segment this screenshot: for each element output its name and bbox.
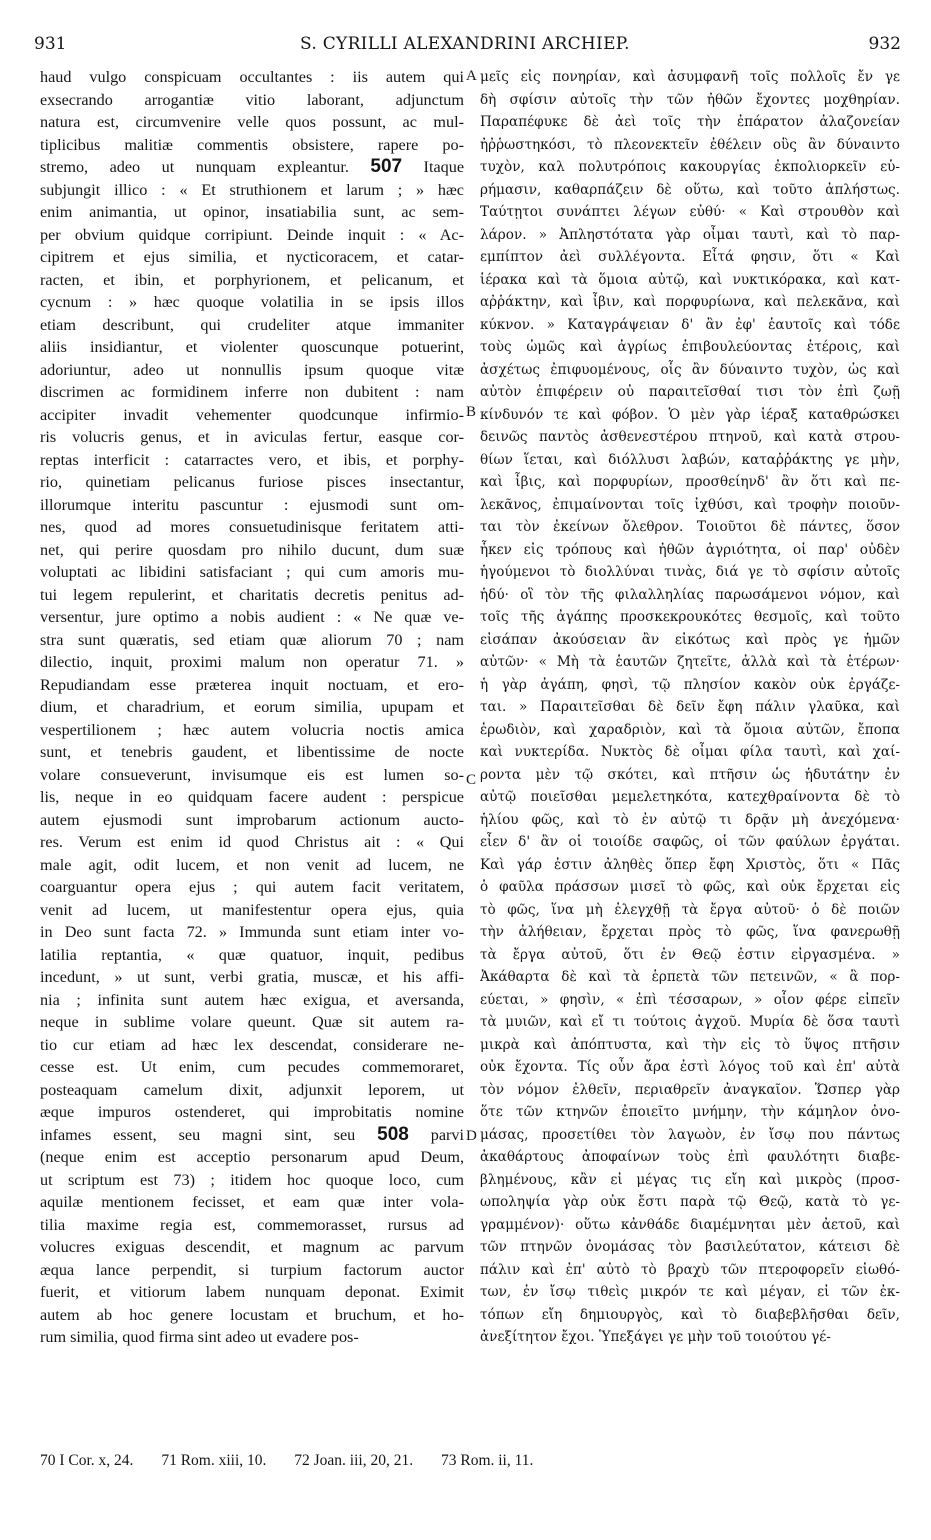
text-line: τὸν νόμον ἐλθεῖν, περιαθρεῖν ἀναγκαῖον. Ὥσπερ γὰρ xyxy=(480,1081,900,1098)
text-line: δεινῶς παντὸς ἀσθενεστέρου πτηνοῦ, καὶ κατὰ στρου- xyxy=(480,429,900,445)
text-line: λάρον. » Ἀπληστότατα γὰρ οἶμαι ταυτὶ, καὶ τὸ παρ- xyxy=(480,226,900,243)
text-line: tio cur etiam ad hæc lex descendat, considerare ne- xyxy=(40,1035,464,1054)
text-line: cycnum : » hæc quoque volatilia in se ipsis illos xyxy=(40,293,464,311)
column-number: 508 xyxy=(377,1123,409,1145)
text-line: πάλιν καὶ ἐπ' αὐτὸ τὸ βραχὺ τῶν πτεροφορεῖν εἰωθό- xyxy=(480,1261,900,1278)
text-line: etiam describunt, qui crudeliter atque immaniter xyxy=(40,315,464,334)
text-line: τὰ μυιῶν, καὶ εἴ τι τούτοις ἀγχοῦ. Μυρία δὲ ὅσα ταυτὶ xyxy=(480,1014,900,1030)
text-line: racten, et ibin, et porphyrionem, et pelicanum, et xyxy=(40,270,464,289)
text-line: autem ejusmodi sunt improbarum actionum aucto- xyxy=(40,810,464,829)
text-line: tui legem repulerint, et charitatis decretis penitus ad- xyxy=(40,585,464,604)
text-line: Ταύτῃτοι συνάπτει λέγων εὐθύ· « Καὶ στρουθὸν καὶ xyxy=(480,204,900,220)
text-line: αὐτῷ ποιεῖσθαι μεμελετηκότα, κατεχθραίνοντα δὲ τὸ xyxy=(480,789,900,805)
footnote: 71 Rom. xiii, 10. xyxy=(161,1452,267,1469)
text-line: incedunt, » ut sunt, verbi gratia, muscæ, et his affi- xyxy=(40,968,464,986)
text-line: τοὺς ὠμῶς καὶ ἀγρίως ἐπιβουλεύοντας ἑτέροις, καὶ xyxy=(480,339,900,355)
text-line: μεῖς εἰς πονηρίαν, καὶ ἀσυμφανῆ τοῖς πολλοῖς ἔν γε xyxy=(480,69,900,85)
text-line: Repudiandam esse præterea inquit noctuam, et ero- xyxy=(40,675,464,694)
text-line: γραμμένον)· οὕτω κἀνθάδε διαμέμνηται μὲν ἀετοῦ, καὶ xyxy=(480,1216,900,1233)
text-line: natura est, circumvenire velle quos possunt, ac mul- xyxy=(40,113,464,131)
text-line: ρήμασιν, καθαρπάζειν δὲ οὕτω, καὶ τοῦτο ἀπλήστως. xyxy=(480,181,900,198)
text-line: cipitrem et ejus similia, et nycticoracem, et catar- xyxy=(40,248,464,266)
text-line: εύεται, » φησὶν, « ἐπὶ τέσσαρων, » οἷον φέρε εἰπεῖν xyxy=(480,991,900,1008)
text-line: res. Verum est enim id quod Christus ait : « Qui xyxy=(40,833,464,851)
text-line: aliis insidiantur, et violenter quoscunque potuerint, xyxy=(40,338,464,356)
text-line: ὅτε τῶν κτηνῶν ἐποιεῖτο μνήμην, τὴν κάμηλον ὀνο- xyxy=(480,1104,900,1120)
text-line: ἡγούμενοι τὸ διολλύναι τινὰς, διά γε τὸ σφίσιν αὐτοῖς xyxy=(480,564,900,580)
text-line: ἀσχέτως ἐπιφυομένους, οἷς ἂν δύναιντο τυχὸν, ὡς καὶ xyxy=(480,361,900,378)
text-line: Καὶ γάρ ἐστιν ἀληθὲς ὅπερ ἔφη Χριστὸς, ὅτι « Πᾶς xyxy=(480,856,900,873)
text-line: aquilæ mentionem fecisset, et eam quæ inter vola- xyxy=(40,1193,464,1211)
margin-letter-c: C xyxy=(466,772,477,788)
text-line: ἀκαθάρτους ἀποφαίνων τοὺς ἐπὶ φαυλότητι διαβε- xyxy=(480,1149,900,1165)
text-line: ἀνεξίτητον ἔχοι. Ὑπεξάγει γε μὴν τοῦ τοιούτου γέ- xyxy=(480,1329,831,1345)
text-line: ἱέρακα καὶ τὰ ὅμοια αὐτῷ, καὶ νυκτικόρακα, καὶ κατ- xyxy=(480,271,900,288)
text-line: tilia maxime regia est, commemorasset, rursus ad xyxy=(40,1215,464,1234)
text-line: nes, quod ad mores consuetudinisque feritatem atti- xyxy=(40,518,464,536)
text-line: εμπίπτον ἀεὶ συλλέγοντα. Εἶτά φησιν, ὅτι « Καὶ xyxy=(480,249,900,265)
text-line: fuerit, et vitiorum labem nunquam deponat. Eximit xyxy=(40,1283,464,1301)
text-line: stremo, adeo ut nunquam expleantur. 507 Itaque xyxy=(40,156,464,177)
text-line: voluptati ac libidini satisfaciant ; qui cum amoris mu- xyxy=(40,563,464,581)
text-line: τῶν πτηνῶν ὀνομάσας τὸν βασιλεύτατον, κάτεισι δὲ xyxy=(480,1239,900,1255)
latin-column xyxy=(40,66,464,1349)
text-line: rum similia, quod firma sint adeo ut evadere pos- xyxy=(40,1328,359,1346)
footnote: 73 Rom. ii, 11. xyxy=(440,1452,534,1469)
text-line: male agit, odit lucem, et non venit ad lucem, ne xyxy=(40,855,464,874)
greek-column xyxy=(480,66,900,1349)
text-line: μικρὰ καὶ ἀπόπτυστα, καὶ τὴν εἰς τὸ ὕψος πτῆσιν xyxy=(480,1036,900,1053)
text-line: discrimen ac formidinem inferre non dubitent : nam xyxy=(40,383,464,401)
text-line: (neque enim est acceptio personarum apud Deum, xyxy=(40,1148,464,1166)
text-line: ἡλίου φῶς, καὶ τὸ ἐν αὐτῷ τι δρᾷν μὴ ἀνεχόμενα· xyxy=(480,811,900,828)
text-line: vespertilionem ; hæc autem volucria noctis amica xyxy=(40,720,464,739)
text-line: sunt, et tenebris gaudent, et libentissime de nocte xyxy=(40,743,464,761)
text-line: τὸ φῶς, ἵνα μὴ ἐλεγχθῇ τὰ ἔργα αὐτοῦ· ὁ δὲ ποιῶν xyxy=(480,901,900,918)
running-title: S. CYRILLI ALEXANDRINI ARCHIEP. xyxy=(300,34,630,54)
text-line: volucres exiguas descendit, et magnum ac parvum xyxy=(40,1238,464,1256)
text-line: dilectio, inquit, proximi malum non operatur 71. » xyxy=(40,653,464,671)
text-line: enim animantia, ut opinor, insatiabilia sunt, ac sem- xyxy=(40,203,464,221)
text-line: nia ; infinita sunt autem hæc exigua, et aversanda, xyxy=(40,990,464,1009)
text-line: λεκᾶνος, ἐπιμαίνονται τοῖς ἰχθύσι, καὶ τροφὴν ποιοῦν- xyxy=(480,496,900,513)
page-number-right: 932 xyxy=(868,34,901,54)
text-line: versentur, jure optimo a nobis audient : « Ne quæ ve- xyxy=(40,608,464,626)
text-line: ἡ γὰρ ἀγάπη, φησὶ, τῷ πλησίον κακὸν οὐκ ἐργάζε- xyxy=(480,676,900,693)
text-line: ὁ φαῦλα πράσσων μισεῖ τὸ φῶς, καὶ οὐκ ἔρχεται εἰς xyxy=(480,879,900,895)
text-line: τὴν ἀλήθειαν, ἔρχεται πρὸς τὸ φῶς, ἵνα φανερωθῇ xyxy=(480,924,900,940)
text-line: infames essent, seu magni sint, seu 508 parvi xyxy=(40,1123,464,1145)
text-line: Ἀκάθαρτα δὲ καὶ τὰ ἑρπετὰ τῶν πετεινῶν, « ἃ πορ- xyxy=(480,969,900,985)
text-line: ται τὸν ἐκείνων ὄλεθρον. Τοιοῦτοι δὲ πάντες, ὅσον xyxy=(480,519,900,535)
text-line: neque in sublime volare queunt. Quæ sit autem ra- xyxy=(40,1013,464,1031)
footnotes xyxy=(40,1452,900,1470)
text-line: æque impuros ostenderet, qui improbitatis nomine xyxy=(40,1103,464,1121)
text-line: æqua lance perpendit, si turpium factorum auctor xyxy=(40,1260,464,1279)
text-line: stra sunt quæratis, sed etiam quæ aliorum 70 ; nam xyxy=(40,630,464,649)
text-line: ἡδύ· οἳ τὸν τῆς φιλαλληλίας παρωσάμενοι νόμον, καὶ xyxy=(480,586,900,603)
text-line: των, ἐν ἴσῳ τιθεὶς μικρόν τε καὶ μέγαν, εἰ τῶν ἐκ- xyxy=(480,1284,900,1300)
text-line: μάσας, προσετίθει τὸν λαγωὸν, ἐν ἴσῳ που πάντως xyxy=(480,1126,900,1143)
text-line: ris volucris genus, et in aviculas fertur, easque cor- xyxy=(40,428,464,446)
text-line: Παραπέφυκε δὲ ἀεὶ τοῖς τὴν ἐπάρατον ἀλαζονείαν xyxy=(480,114,900,130)
text-line: εἶεν δ' ἂν οἱ τοιοίδε σαφῶς, οἱ τῶν φαύλων ἐργάται. xyxy=(480,834,900,850)
text-line: venit ad lucem, ut manifestentur opera ejus, quia xyxy=(40,900,464,919)
text-line: haud vulgo conspicuam occultantes : iis autem qui xyxy=(40,68,464,86)
running-header xyxy=(0,34,931,58)
text-line: lis, neque in eo quidquam facere audent : perspicue xyxy=(40,788,464,806)
footnote: 70 I Cor. x, 24. xyxy=(40,1452,134,1469)
text-line: exsecrando arrogantiæ vitio laborant, adjunctum xyxy=(40,90,464,109)
text-line: ut scriptum est 73) ; itidem hoc quoque loco, cum xyxy=(40,1170,464,1189)
text-line: autem ab hoc genere locustam et bruchum, et ho- xyxy=(40,1305,464,1324)
text-line: ἧκεν εἰς τρόπους καὶ ἠθῶν ἀγριότητα, οἱ παρ' οὐδὲν xyxy=(480,541,900,558)
text-line: εἰσάπαν ἀκούσειαν ἂν εἰκότως καὶ πρὸς γε ἡμῶν xyxy=(480,631,900,648)
text-line: adoriuntur, adeo ut nonnullis ipsum quoque vitæ xyxy=(40,360,464,379)
text-line: ται. » Παραιτεῖσθαι δὲ δεῖν ἔφη πάλιν γλαῦκα, καὶ xyxy=(480,699,900,715)
text-line: dium, et charadrium, et eorum similia, upupam et xyxy=(40,698,464,716)
text-line: ωποληψία γὰρ οὐκ ἔστι παρὰ τῷ Θεῷ, κατὰ τὸ γε- xyxy=(480,1194,900,1210)
margin-letter-b: B xyxy=(466,404,477,420)
text-line: κίνδυνόν τε καὶ φόβον. Ὁ μὲν γὰρ ἱέραξ καταθρώσκει xyxy=(480,406,900,423)
footnote: 72 Joan. iii, 20, 21. xyxy=(294,1452,414,1469)
text-line: subjungit illico : « Et struthionem et larum ; » hæc xyxy=(40,180,464,199)
page-number-left: 931 xyxy=(34,34,67,54)
text-line: καὶ ἶβις, καὶ πορφυρίων, προσθείηνδ' ἂν ὅτι καὶ πε- xyxy=(480,474,900,490)
text-line: οὐκ ἔχοντα. Τίς οὖν ἄρα ἐστὶ λόγος τοῦ καὶ ἐπ' αὐτὰ xyxy=(480,1059,900,1075)
text-line: posteaquam camelum dixit, adjunxit leporem, ut xyxy=(40,1080,464,1099)
text-line: latilia reptantia, « quæ quatuor, inquit, pedibus xyxy=(40,945,464,964)
text-line: ροντα μὲν τῷ σκότει, καὶ πτῆσιν ὡς ἡδυτάτην ἐν xyxy=(480,766,900,783)
text-line: illorumque interitu pascuntur : ejusmodi sunt om- xyxy=(40,495,464,514)
text-line: θίων ἵεται, καὶ διόλλυσι λαβών, καταῤῥάκτης γε μὴν, xyxy=(480,451,900,468)
text-line: cesse est. Ut enim, cum pecudes commemoraret, xyxy=(40,1058,464,1076)
text-line: δὴ σφίσιν αὐτοῖς τὴν τῶν ἠθῶν ἔχοντες μοχθηρίαν. xyxy=(480,91,900,108)
text-line: βλημένους, κἂν εἰ μέγας τις εἴη καὶ μικρὸς (προσ- xyxy=(480,1171,900,1188)
margin-letter-d: D xyxy=(466,1128,477,1144)
text-line: accipiter invadit vehementer quodcunque infirmio- xyxy=(40,405,464,424)
text-line: αῤῥάκτην, καὶ ἶβιν, καὶ πορφυρίωνα, καὶ πελεκᾶνα, καὶ xyxy=(480,294,900,310)
text-line: αὐτῶν· « Μὴ τὰ ἑαυτῶν ζητεῖτε, ἀλλὰ καὶ τὰ ἑτέρων· xyxy=(480,654,900,670)
text-line: καὶ νυκτερίδα. Νυκτὸς δὲ οἶμαι φίλα ταυτὶ, καὶ χαί- xyxy=(480,744,900,760)
text-line: ἠῤῥωστηκόσι, τὸ πλεονεκτεῖν ἐθέλειν οὓς ἂν δύναιντο xyxy=(480,136,900,153)
text-line: ἐρωδιὸν, καὶ χαραδριὸν, καὶ τὰ ὅμοια αὐτῶν, ἔποπα xyxy=(480,721,900,738)
text-line: coarguantur opera ejus ; qui autem facit veritatem, xyxy=(40,878,464,896)
text-line: κύκνον. » Καταγράψειαν δ' ἂν ἐφ' ἑαυτοῖς καὶ τόδε xyxy=(480,316,900,333)
text-line: reptas interficit : catarractes vero, et ibis, et porphy- xyxy=(40,450,464,469)
text-line: τυχὸν, καλ πολυτρόποις κακουργίας ἐκπολιορκεῖν εὑ- xyxy=(480,159,900,175)
text-line: tiplicibus malitiæ commentis obsistere, rapere po- xyxy=(40,135,464,154)
text-line: volare consueverunt, invisumque eis est lumen so- xyxy=(40,765,464,784)
text-line: τοῖς τῆς ἀγάπης προσκεκρουκότες θεσμοῖς, καὶ τοῦτο xyxy=(480,609,900,625)
margin-letter-a: A xyxy=(466,68,477,84)
text-line: αὐτὸν ἐπιφέρειν οὐ παραιτεῖσθαί τισι τὸν ἐπὶ ζωῇ xyxy=(480,384,900,400)
text-line: per obvium quidque corripiunt. Deinde inquit : « Ac- xyxy=(40,225,464,244)
text-line: τόπων εἴη δημιουργὸς, καὶ τὸ διαβεβλῆσθαι δεῖν, xyxy=(480,1306,900,1323)
column-number: 507 xyxy=(370,156,403,177)
text-line: net, qui perire quosdam pro nihilo ducunt, dum suæ xyxy=(40,540,464,559)
text-line: in Deo sunt facta 72. » Immunda sunt etiam inter vo- xyxy=(40,923,464,941)
text-line: τὰ ἔργα αὐτοῦ, ὅτι ἐν Θεῷ ἐστιν εἰργασμένα. » xyxy=(480,946,900,963)
text-line: rio, quinetiam pelicanus furiose pisces insectantur, xyxy=(40,473,464,491)
